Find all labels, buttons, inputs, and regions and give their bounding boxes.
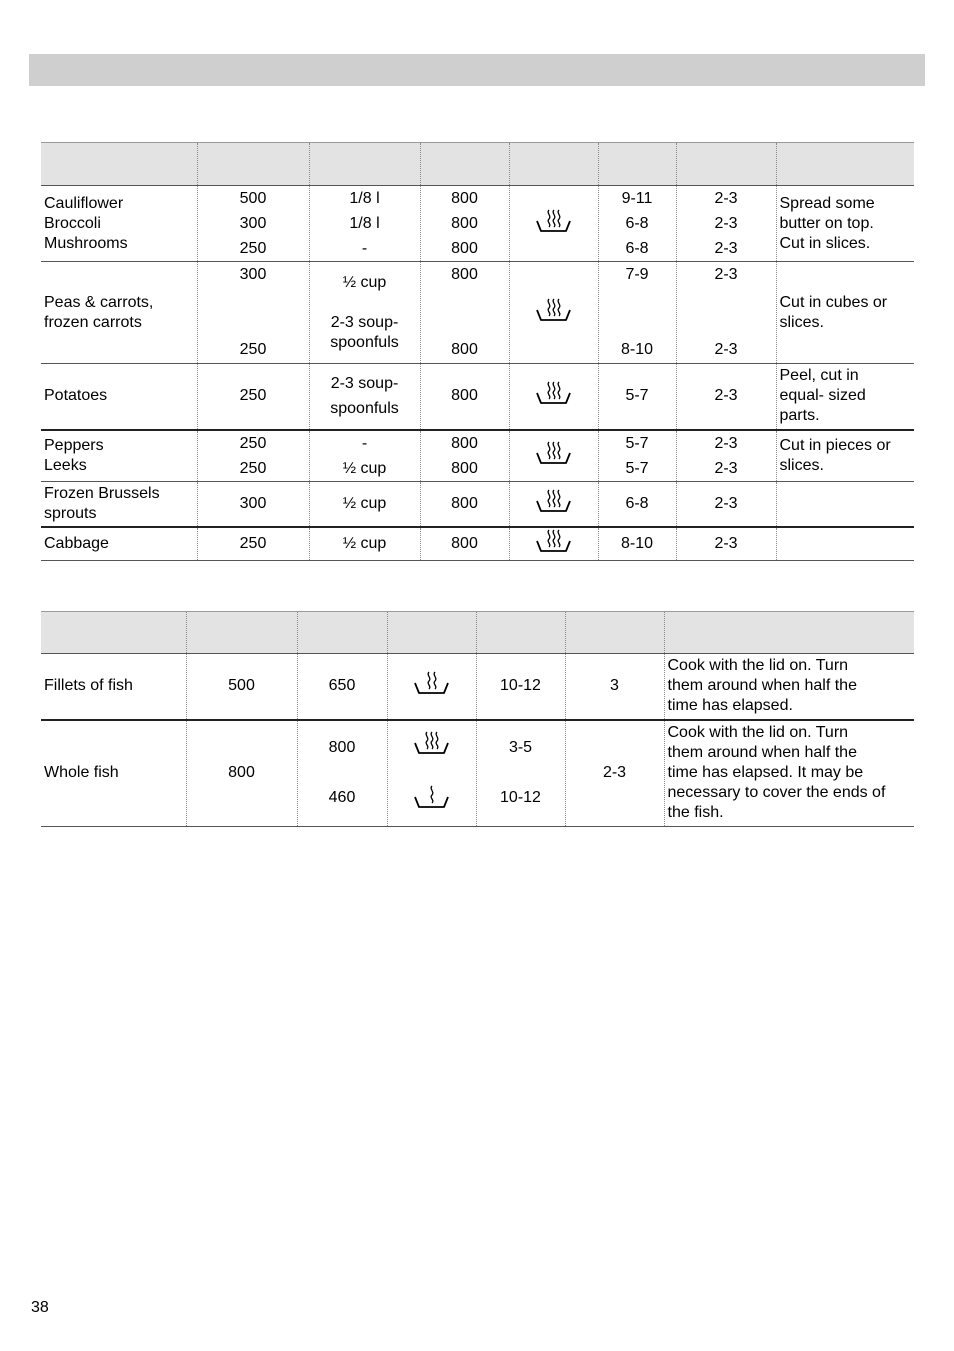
cell-line: Frozen Brussels — [44, 484, 160, 502]
cell-line: Potatoes — [44, 387, 108, 405]
power-value — [420, 430, 509, 482]
cell-line: Leeks — [44, 456, 87, 474]
cell-line: Spread some — [779, 194, 875, 212]
weight-value — [197, 481, 309, 527]
fish-table — [41, 611, 914, 827]
note-line: them around when half the — [667, 744, 857, 762]
note-line: Cook with the lid on. Turn — [667, 657, 849, 675]
weight-value — [197, 527, 309, 561]
power-value: 800 — [328, 739, 356, 757]
cell-line: Cut in slices. — [779, 234, 871, 252]
cell-line: - — [361, 434, 368, 452]
liquid-value — [309, 527, 420, 561]
cell-line: 9-11 — [621, 190, 653, 207]
power-values — [297, 720, 387, 827]
cell-line: - — [361, 240, 368, 257]
time-value — [598, 364, 676, 430]
note-cell — [664, 720, 914, 827]
cell-line: 800 — [451, 535, 478, 552]
cell-line: Cauliflower — [44, 194, 124, 212]
cell-line: slices. — [779, 313, 824, 331]
cell-line: ½ cup — [342, 459, 387, 477]
cell-line: 800 — [451, 341, 478, 358]
standing-time-value — [676, 186, 776, 262]
cell-line: 2-3 — [714, 387, 738, 405]
note-line: time has elapsed. — [667, 697, 793, 715]
note-line: time has elapsed. It may be — [667, 764, 864, 782]
time-value: 10-12 — [476, 654, 565, 720]
cell-line: 800 — [451, 215, 478, 232]
cell-line: 2-3 — [714, 459, 738, 477]
standing-time-value — [676, 481, 776, 527]
cell-line: 1/8 l — [349, 190, 380, 207]
cell-line: 2-3 soup- — [330, 313, 399, 331]
weight-value — [197, 262, 309, 364]
cell-line: 800 — [451, 459, 478, 477]
cell-line: 2-3 — [714, 535, 738, 552]
liquid-value — [309, 481, 420, 527]
cell-line: 8-10 — [620, 341, 654, 358]
liquid-value — [309, 262, 420, 364]
cell-line: Broccoli — [44, 214, 101, 232]
vegetable-row — [41, 262, 914, 364]
standing-time-value — [676, 262, 776, 364]
cell-line: Cut in cubes or — [779, 293, 888, 311]
note-line: Cook with the lid on. Turn — [667, 724, 849, 742]
cell-line: Peel, cut in — [779, 367, 859, 385]
cell-line: 7-9 — [625, 266, 649, 283]
time-value — [598, 430, 676, 482]
food-name — [41, 262, 197, 364]
cell-line: 2-3 — [714, 266, 738, 283]
cell-line: 2-3 — [714, 434, 738, 452]
note-line: necessary to cover the ends of — [667, 784, 886, 802]
food-name — [41, 481, 197, 527]
cell-line: Cut in pieces or — [779, 436, 891, 454]
microwave-steam-3-icon — [536, 208, 572, 240]
time-value — [598, 262, 676, 364]
cell-line: parts. — [779, 407, 820, 425]
power-value — [420, 262, 509, 364]
time-value: 10-12 — [500, 789, 541, 807]
note-cell — [776, 262, 914, 364]
time-value — [598, 481, 676, 527]
cell-line: 250 — [239, 387, 267, 405]
cell-line: 1/8 l — [349, 215, 380, 232]
note-cell — [776, 364, 914, 430]
vegetables-table — [41, 142, 914, 561]
vegetable-row — [41, 527, 914, 561]
power-value: 650 — [297, 654, 387, 720]
note-cell — [776, 527, 914, 561]
program-icon — [509, 481, 598, 527]
cell-line: 300 — [239, 215, 267, 232]
cell-line: 300 — [239, 266, 267, 283]
note-line: the fish. — [667, 804, 724, 822]
microwave-steam-3-icon — [536, 488, 572, 520]
weight-value — [197, 430, 309, 482]
microwave-steam-2-icon — [414, 670, 450, 702]
cell-line: frozen carrots — [44, 313, 142, 331]
cell-line: slices. — [779, 456, 824, 474]
microwave-steam-3-icon — [536, 380, 572, 412]
program-icons — [387, 720, 476, 827]
note-cell — [776, 481, 914, 527]
microwave-steam-3-icon — [536, 528, 572, 560]
cell-line: 6-8 — [625, 215, 649, 232]
vegetable-row — [41, 364, 914, 430]
cell-line: Mushrooms — [44, 234, 128, 252]
power-value — [420, 481, 509, 527]
vegetable-row — [41, 481, 914, 527]
weight-value — [197, 364, 309, 430]
time-value — [598, 186, 676, 262]
power-value — [420, 186, 509, 262]
microwave-steam-3-icon — [414, 730, 450, 762]
food-name: Fillets of fish — [41, 654, 186, 720]
cell-line: 2-3 — [714, 494, 738, 512]
cell-line: 250 — [239, 240, 267, 257]
food-name: Whole fish — [41, 720, 186, 827]
microwave-steam-3-icon — [536, 440, 572, 472]
fish-row-whole — [41, 720, 914, 827]
cell-line: equal- sized — [779, 387, 866, 405]
program-icon — [509, 430, 598, 482]
cell-line: 300 — [239, 494, 267, 512]
cell-line: 6-8 — [625, 494, 649, 512]
liquid-value — [309, 430, 420, 482]
cell-line: 250 — [239, 535, 267, 552]
cell-line: 5-7 — [625, 459, 649, 477]
cell-line: ½ cup — [342, 535, 387, 552]
microwave-steam-3-icon — [536, 297, 572, 329]
page-number: 38 — [31, 1299, 49, 1316]
cell-line: 5-7 — [625, 434, 649, 452]
cell-line: butter on top. — [779, 214, 874, 232]
cell-line: 250 — [239, 434, 267, 452]
food-name — [41, 527, 197, 561]
liquid-value — [309, 186, 420, 262]
cell-line: 250 — [239, 341, 267, 358]
microwave-steam-1-icon — [414, 784, 450, 816]
food-name — [41, 186, 197, 262]
cell-line: ½ cup — [342, 494, 387, 512]
note-cell — [776, 186, 914, 262]
cell-line: 8-10 — [620, 535, 654, 552]
program-icon — [509, 364, 598, 430]
cell-line: Peppers — [44, 436, 104, 454]
cell-line: 250 — [239, 459, 267, 477]
cell-line: 800 — [451, 434, 478, 452]
header-band — [29, 54, 925, 86]
standing-time-value — [676, 527, 776, 561]
food-name — [41, 430, 197, 482]
vegetables-header-row — [41, 143, 914, 186]
cell-line: 800 — [451, 190, 478, 207]
weight-value: 500 — [186, 654, 297, 720]
weight-value — [197, 186, 309, 262]
cell-line: 2-3 — [714, 190, 738, 207]
time-value — [598, 527, 676, 561]
cell-line: sprouts — [44, 504, 97, 522]
time-values — [476, 720, 565, 827]
note-cell — [664, 654, 914, 720]
standing-time-value — [676, 430, 776, 482]
cell-line: Cabbage — [44, 535, 109, 552]
weight-value: 800 — [186, 720, 297, 827]
cell-line: 500 — [239, 190, 267, 207]
standing-time-value: 2-3 — [565, 720, 664, 827]
note-line: them around when half the — [667, 677, 857, 695]
cell-line: ½ cup — [342, 273, 387, 291]
cell-line: 2-3 — [714, 341, 738, 358]
cell-line: 800 — [451, 494, 478, 512]
cell-line: 2-3 — [714, 215, 738, 232]
cell-line: 2-3 — [714, 240, 738, 257]
food-name — [41, 364, 197, 430]
cell-line: 800 — [451, 240, 478, 257]
program-icon — [509, 262, 598, 364]
standing-time-value: 3 — [565, 654, 664, 720]
fish-header-row — [41, 612, 914, 654]
cell-line: 5-7 — [625, 387, 649, 405]
standing-time-value — [676, 364, 776, 430]
program-icon — [509, 186, 598, 262]
cell-line: 2-3 soup- — [330, 375, 399, 393]
power-value — [420, 364, 509, 430]
cell-line: 6-8 — [625, 240, 649, 257]
cell-line: spoonfuls — [330, 333, 399, 351]
cell-line: spoonfuls — [330, 400, 399, 418]
cell-line: 800 — [451, 266, 478, 283]
cell-line: Peas & carrots, — [44, 293, 154, 311]
program-icon — [509, 527, 598, 561]
vegetable-row — [41, 430, 914, 482]
power-value: 460 — [328, 789, 356, 807]
cell-line: 800 — [451, 387, 478, 405]
power-value — [420, 527, 509, 561]
liquid-value — [309, 364, 420, 430]
fish-row-fillets — [41, 654, 914, 720]
note-cell — [776, 430, 914, 482]
vegetable-row — [41, 186, 914, 262]
time-value: 3-5 — [508, 739, 533, 757]
